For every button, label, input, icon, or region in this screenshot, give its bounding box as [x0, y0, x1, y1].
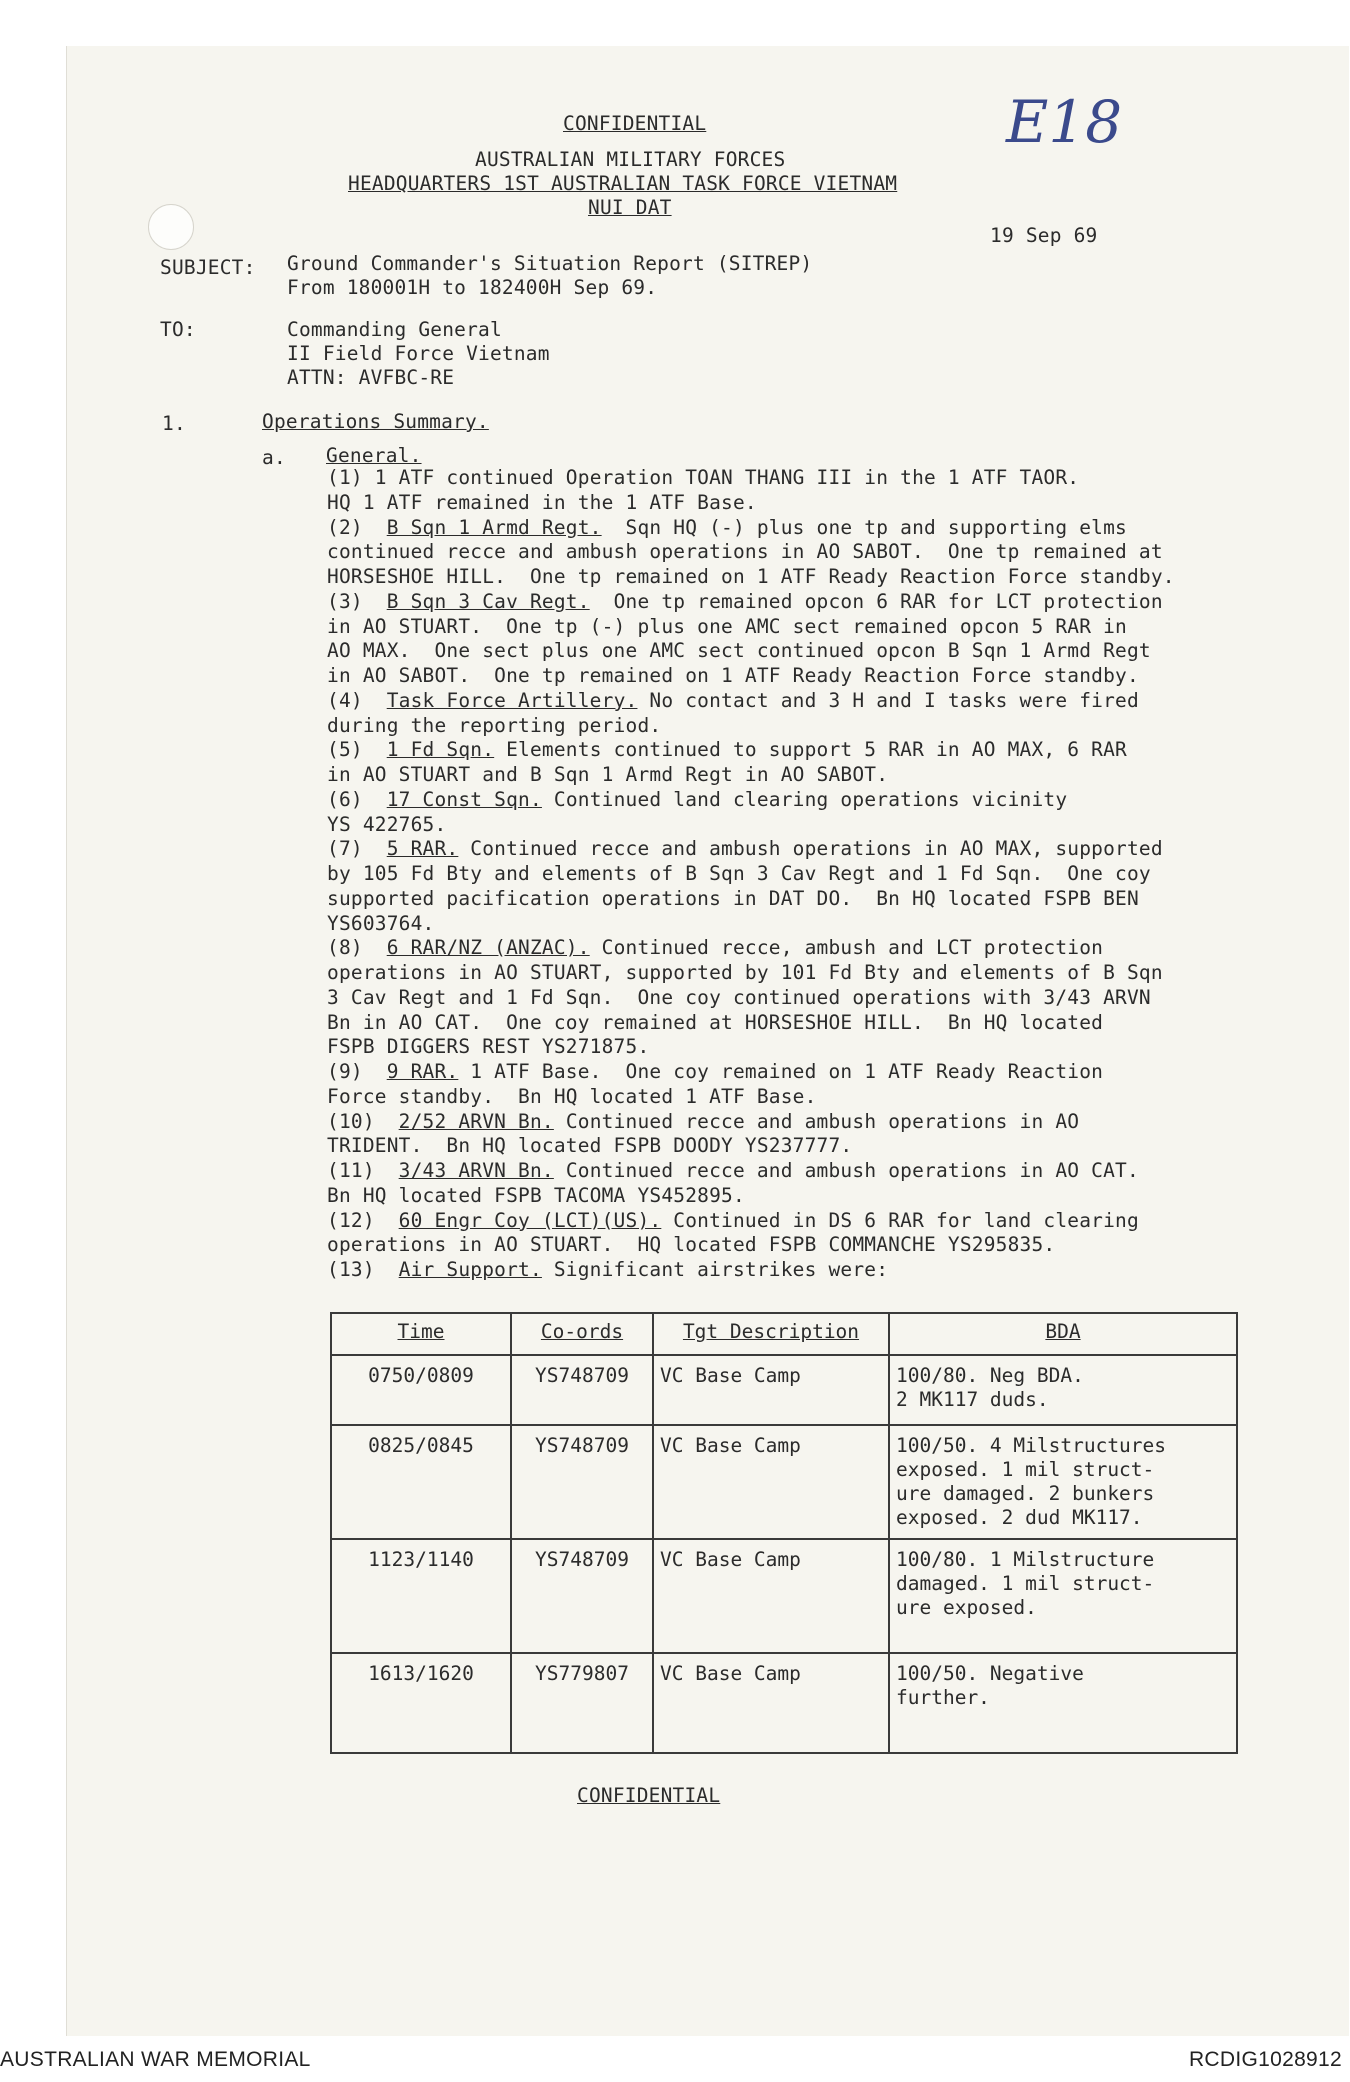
line-text: Bn in AO CAT. One coy remained at HORSESHOE HILL. Bn HQ located	[327, 1010, 1104, 1034]
line-text: HORSESHOE HILL. One tp remained on 1 ATF Ready Reaction Force standby.	[327, 565, 1175, 588]
line-text: supported pacification operations in DAT DO. Bn HQ located FSPB BEN	[327, 886, 1139, 910]
classification-bottom: CONFIDENTIAL	[577, 1784, 721, 1807]
line-text: Significant airstrikes were:	[541, 1258, 889, 1281]
subject-line-1: Ground Commander's Situation Report (SITREP)	[287, 252, 813, 275]
line-text: HQ 1 ATF remained in the 1 ATF Base.	[327, 490, 757, 514]
body-line	[327, 1060, 1103, 1084]
line-text: Continued recce and ambush operations in AO MAX, supported	[458, 837, 1163, 861]
line-text: YS603764.	[327, 911, 435, 935]
body-line	[327, 689, 1139, 713]
cell-target: VC Base Camp	[653, 1355, 889, 1425]
table-row	[331, 1425, 1237, 1539]
line-prefix: (12)	[327, 1208, 399, 1232]
line-prefix: (3)	[327, 589, 387, 613]
body-line	[327, 912, 434, 936]
line-text: One tp remained opcon 6 RAR for LCT protection	[589, 589, 1163, 613]
header-time: Time	[331, 1313, 511, 1355]
cell-time: 0750/0809	[331, 1355, 511, 1425]
cell-coords: YS748709	[511, 1425, 653, 1539]
body-line	[327, 516, 1127, 540]
line-unit-heading: 3/43 ARVN Bn.	[398, 1159, 554, 1182]
line-prefix: (13)	[327, 1258, 399, 1281]
subject-line-2: From 180001H to 182400H Sep 69.	[287, 276, 658, 299]
body-line	[327, 466, 1079, 490]
body-line	[327, 1159, 1139, 1183]
line-prefix: (7)	[327, 837, 387, 861]
line-unit-heading: 60 Engr Coy (LCT)(US).	[398, 1208, 662, 1232]
table-row	[331, 1355, 1237, 1425]
cell-target: VC Base Camp	[653, 1425, 889, 1539]
line-text: Continued recce and ambush operations in AO CAT.	[553, 1159, 1139, 1182]
line-text: Continued in DS 6 RAR for land clearing	[661, 1208, 1139, 1232]
body-line	[327, 1258, 888, 1282]
paragraph-letter: a.	[262, 446, 286, 469]
line-prefix: (5)	[327, 738, 387, 762]
handwritten-ref-text: E18	[1006, 88, 1123, 156]
section-number: 1.	[162, 412, 186, 435]
cell-target: VC Base Camp	[653, 1653, 889, 1753]
paragraph-title: General.	[326, 444, 422, 467]
body-line	[327, 1035, 649, 1059]
line-prefix: (4)	[327, 688, 387, 712]
handwritten-reference	[1000, 76, 1130, 156]
line-text: Sqn HQ (-) plus one tp and supporting elms	[601, 515, 1127, 539]
line-text: Continued land clearing operations vicinity	[541, 787, 1068, 811]
footer-record-id: RCDIG1028912	[1188, 2048, 1342, 2071]
line-prefix: (1)	[327, 466, 363, 489]
line-unit-heading: Task Force Artillery.	[386, 688, 638, 712]
line-text: 3 Cav Regt and 1 Fd Sqn. One coy continued operations with 3/43 ARVN	[327, 985, 1151, 1009]
line-unit-heading: Air Support.	[398, 1258, 542, 1281]
line-text: YS 422765.	[327, 812, 447, 836]
header-coords: Co-ords	[511, 1313, 653, 1355]
line-unit-heading: 17 Const Sqn.	[386, 787, 542, 811]
line-unit-heading: 2/52 ARVN Bn.	[398, 1109, 554, 1133]
body-line	[327, 615, 1127, 639]
line-text: continued recce and ambush operations in AO SABOT. One tp remained at	[327, 540, 1163, 564]
body-line	[327, 837, 1163, 861]
table-header-row	[331, 1313, 1237, 1355]
org-line-3: NUI DAT	[588, 196, 672, 219]
to-label: TO:	[160, 318, 196, 341]
report-date: 19 Sep 69	[990, 224, 1098, 247]
line-text: TRIDENT. Bn HQ located FSPB DOODY YS237777.	[327, 1134, 853, 1158]
header-bda: BDA	[889, 1313, 1237, 1355]
section-title: Operations Summary.	[262, 410, 489, 433]
footer-archive-name: AUSTRALIAN WAR MEMORIAL	[0, 2048, 311, 2071]
body-line	[327, 788, 1067, 812]
cell-bda: 100/50. 4 Milstructures exposed. 1 mil struct- ure damaged. 2 bunkers exposed. 2 dud MK117.	[889, 1425, 1237, 1539]
body-line	[327, 887, 1139, 911]
cell-bda: 100/80. 1 Milstructure damaged. 1 mil struct- ure exposed.	[889, 1539, 1237, 1653]
cell-time: 1613/1620	[331, 1653, 511, 1753]
line-text: in AO STUART and B Sqn 1 Armd Regt in AO SABOT.	[327, 763, 889, 786]
line-text: by 105 Fd Bty and elements of B Sqn 3 Cav Regt and 1 Fd Sqn. One coy	[327, 862, 1151, 885]
punch-hole	[148, 204, 194, 250]
line-unit-heading: 6 RAR/NZ (ANZAC).	[386, 936, 590, 960]
body-line	[327, 639, 1151, 663]
line-prefix: (8)	[327, 936, 387, 960]
to-line-3: ATTN: AVFBC-RE	[287, 366, 455, 389]
line-unit-heading: B Sqn 1 Armd Regt.	[386, 515, 602, 539]
line-prefix: (9)	[327, 1060, 387, 1083]
body-line	[327, 1085, 817, 1109]
header-target: Tgt Description	[653, 1313, 889, 1355]
line-text: No contact and 3 H and I tasks were fired	[637, 688, 1139, 712]
line-text: Elements continued to support 5 RAR in AO MAX, 6 RAR	[494, 738, 1127, 762]
body-line	[327, 862, 1151, 886]
body-line	[327, 986, 1151, 1010]
line-text: during the reporting period.	[327, 713, 662, 737]
line-text: 1 ATF continued Operation TOAN THANG III in the 1 ATF TAOR.	[362, 466, 1080, 489]
line-text: in AO SABOT. One tp remained on 1 ATF Ready Reaction Force standby.	[327, 664, 1139, 687]
table-row	[331, 1539, 1237, 1653]
line-unit-heading: B Sqn 3 Cav Regt.	[386, 589, 590, 613]
cell-time: 0825/0845	[331, 1425, 511, 1539]
line-prefix: (6)	[327, 787, 387, 811]
body-line	[327, 491, 757, 515]
cell-coords: YS779807	[511, 1653, 653, 1753]
line-text: in AO STUART. One tp (-) plus one AMC sect remained opcon 5 RAR in	[327, 614, 1127, 638]
cell-bda: 100/80. Neg BDA. 2 MK117 duds.	[889, 1355, 1237, 1425]
table-row	[331, 1653, 1237, 1753]
body-line	[327, 1233, 1055, 1257]
line-text: 1 ATF Base. One coy remained on 1 ATF Ready Reaction	[458, 1060, 1104, 1083]
line-text: FSPB DIGGERS REST YS271875.	[327, 1035, 650, 1059]
to-line-2: II Field Force Vietnam	[287, 342, 550, 365]
body-line	[327, 1110, 1079, 1134]
line-text: Continued recce and ambush operations in AO	[553, 1109, 1080, 1133]
line-unit-heading: 5 RAR.	[386, 837, 459, 861]
line-prefix: (11)	[327, 1159, 399, 1182]
classification-top: CONFIDENTIAL	[563, 112, 707, 135]
subject-label: SUBJECT:	[160, 256, 256, 279]
cell-target: VC Base Camp	[653, 1539, 889, 1653]
cell-coords: YS748709	[511, 1355, 653, 1425]
line-unit-heading: 1 Fd Sqn.	[386, 738, 495, 762]
cell-coords: YS748709	[511, 1539, 653, 1653]
body-line	[327, 1134, 852, 1158]
body-line	[327, 714, 661, 738]
line-text: Bn HQ located FSPB TACOMA YS452895.	[327, 1183, 745, 1207]
cell-time: 1123/1140	[331, 1539, 511, 1653]
line-text: operations in AO STUART, supported by 101 Fd Bty and elements of B Sqn	[327, 961, 1163, 984]
body-line	[327, 813, 446, 837]
body-line	[327, 540, 1163, 564]
to-line-1: Commanding General	[287, 318, 502, 341]
org-line-1: AUSTRALIAN MILITARY FORCES	[475, 148, 786, 171]
cell-bda: 100/50. Negative further.	[889, 1653, 1237, 1753]
body-line	[327, 936, 1103, 960]
body-line	[327, 1011, 1103, 1035]
air-support-table	[330, 1312, 1238, 1754]
org-line-2: HEADQUARTERS 1ST AUSTRALIAN TASK FORCE VIETNAM	[348, 172, 898, 195]
body-line	[327, 1184, 745, 1208]
line-text: AO MAX. One sect plus one AMC sect continued opcon B Sqn 1 Armd Regt	[327, 639, 1151, 663]
body-line	[327, 1209, 1139, 1233]
line-prefix: (10)	[327, 1109, 399, 1133]
line-text: operations in AO STUART. HQ located FSPB COMMANCHE YS295835.	[327, 1233, 1056, 1257]
line-prefix: (2)	[327, 515, 387, 539]
body-line	[327, 738, 1127, 762]
body-line	[327, 590, 1163, 614]
line-text: Continued recce, ambush and LCT protection	[589, 936, 1104, 960]
line-text: Force standby. Bn HQ located 1 ATF Base.	[327, 1084, 817, 1108]
body-line	[327, 565, 1175, 589]
body-line	[327, 664, 1139, 688]
body-line	[327, 763, 888, 787]
line-unit-heading: 9 RAR.	[386, 1060, 459, 1083]
body-line	[327, 961, 1163, 985]
